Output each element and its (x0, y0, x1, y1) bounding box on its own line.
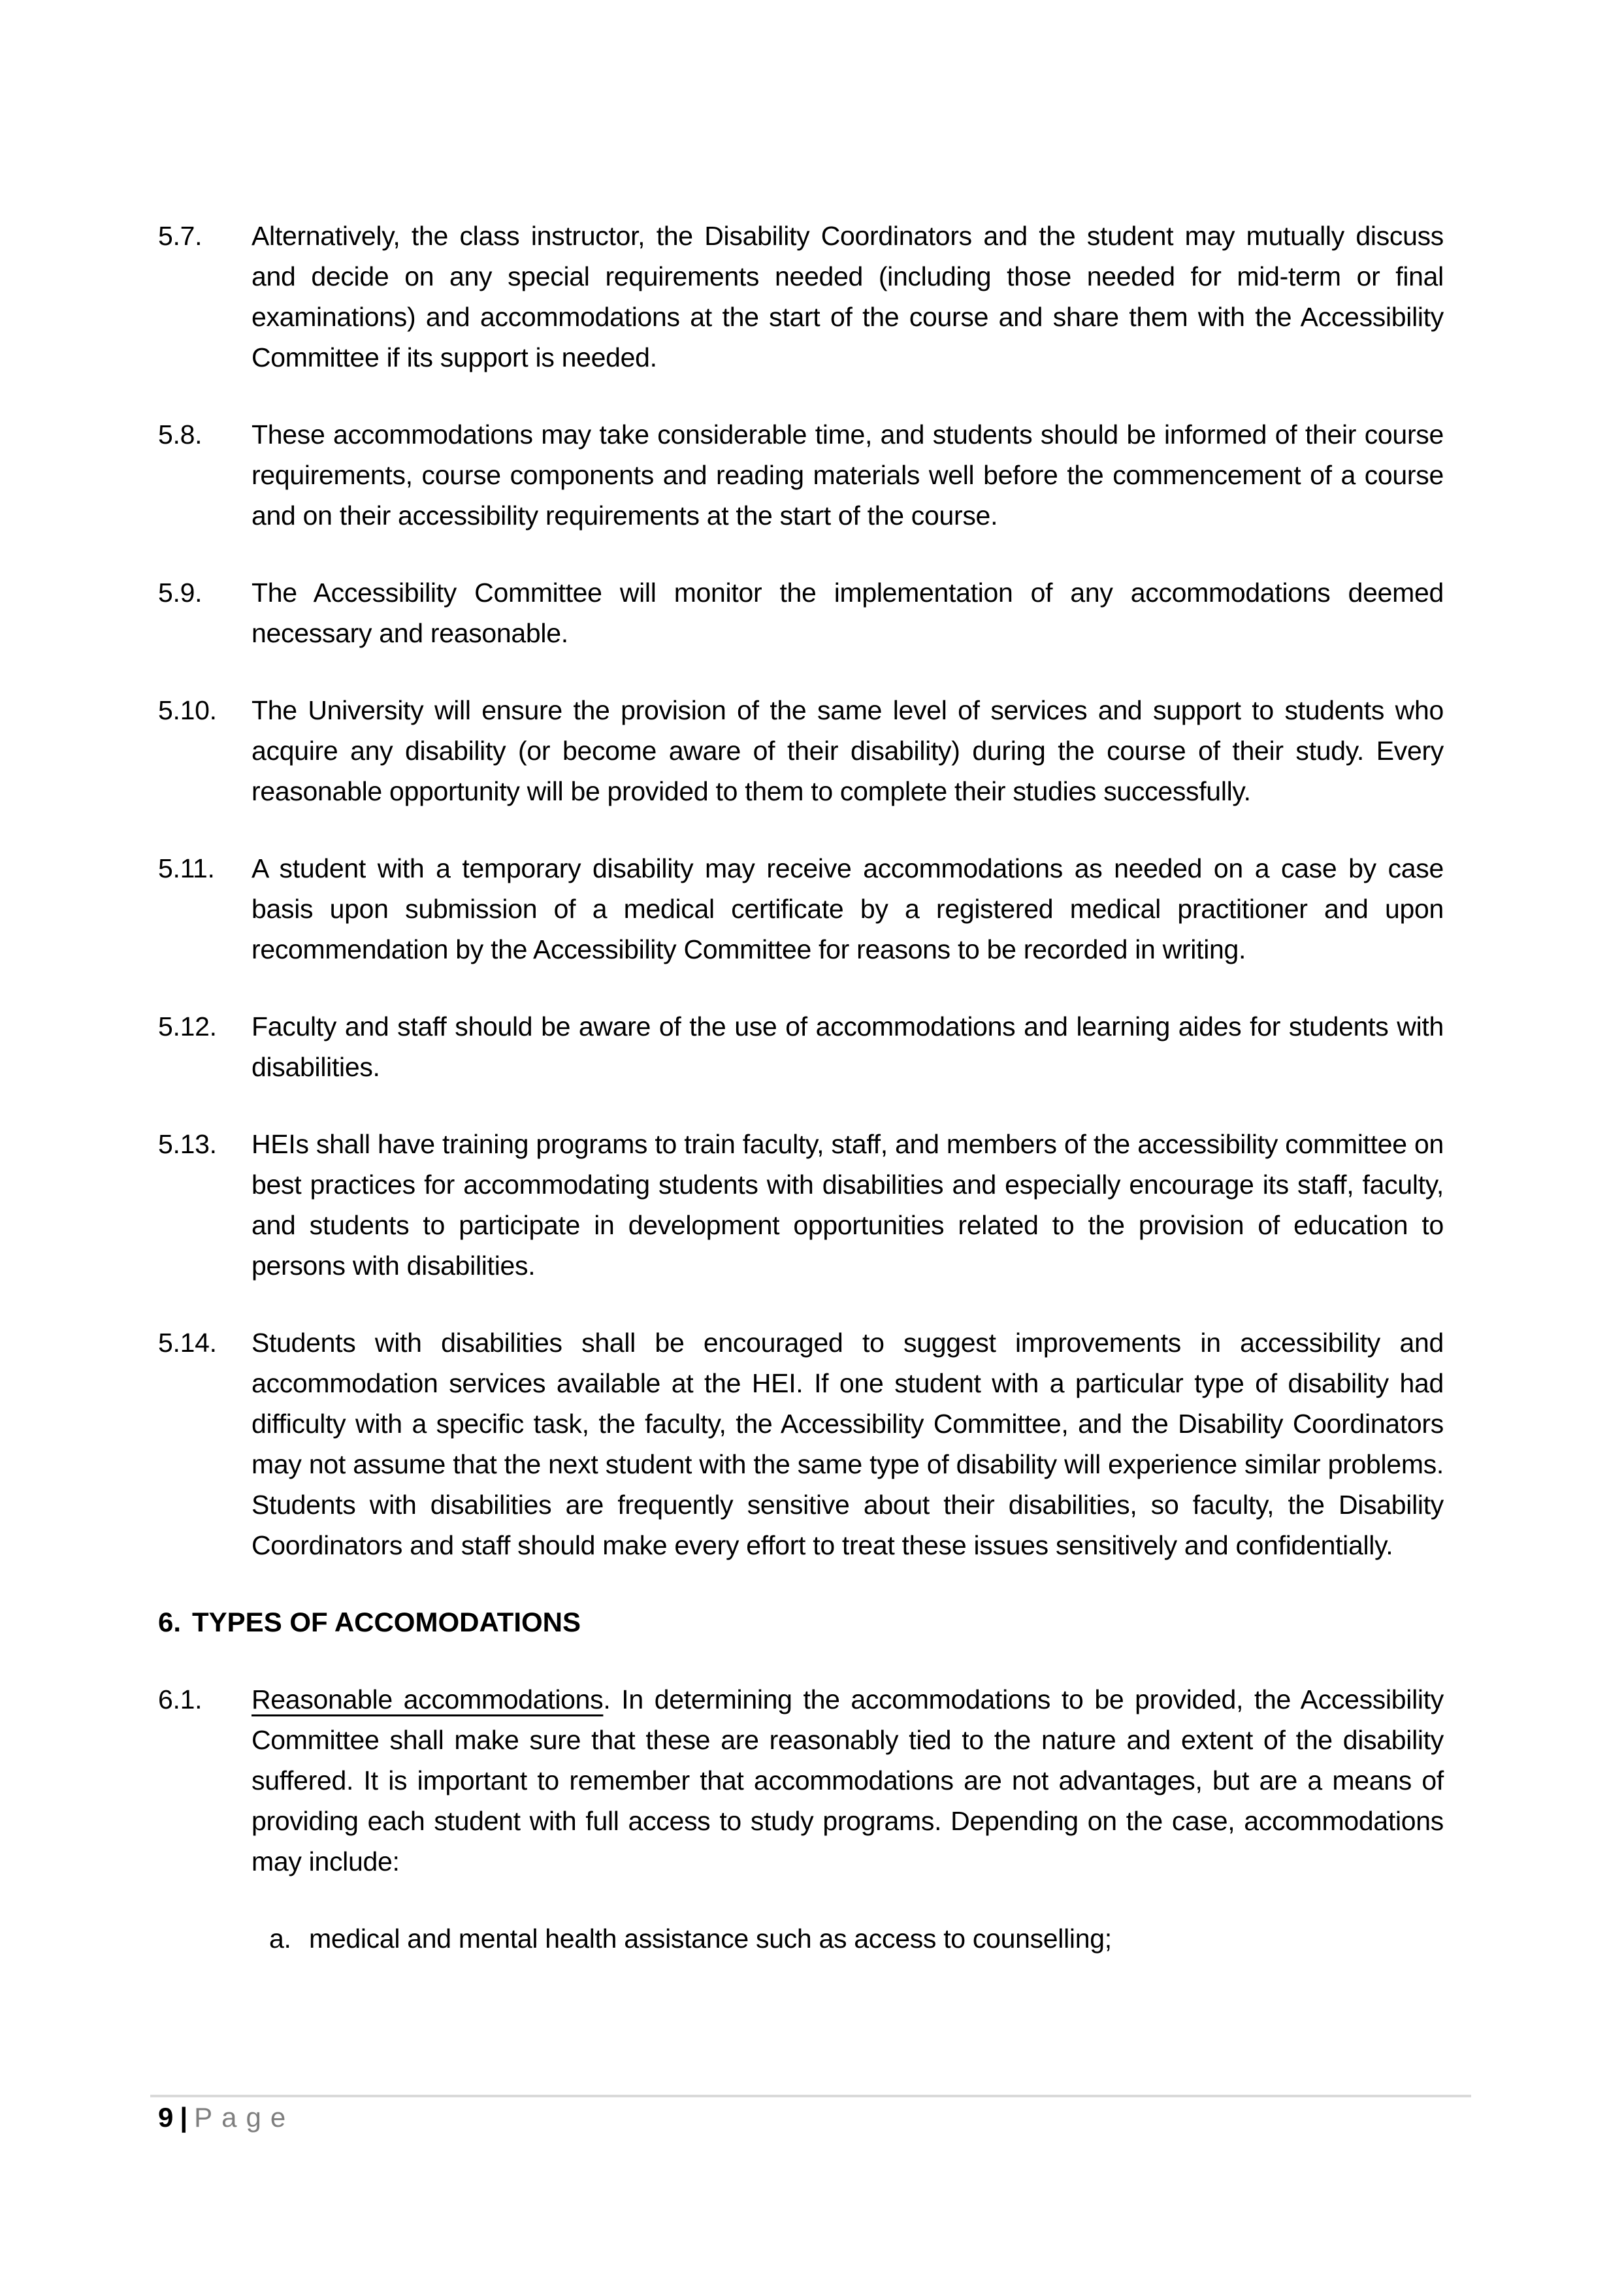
clause-5-9 (158, 572, 1444, 653)
footer-divider (150, 2095, 1471, 2097)
clause-6-1 (158, 1679, 1444, 1882)
page-footer (158, 2097, 295, 2138)
clause-number: 5.7. (158, 221, 203, 251)
clause-text: The University will ensure the provision of the same level of services and support to students who acquire any disability (or become aware of their disability) during the course of their study. Every reasonable opportunity will be provided to them to complete their studies successfully. (252, 695, 1444, 806)
clause-text: The Accessibility Committee will monitor the implementation of any accommodations deemed necessary and reasonable. (252, 578, 1444, 648)
list-item-a (269, 1918, 1444, 1959)
section-heading-types-of-accomodations (158, 1602, 1444, 1643)
clause-text: These accommodations may take considerable time, and students should be informed of their course requirements, course components and reading materials well before the commencement of a course and on their accessibility requirements at the start of the course. (252, 419, 1444, 531)
underlined-lead: Reasonable accommodations (252, 1684, 604, 1714)
page-word: Page (194, 2102, 295, 2133)
section-number: 6. (158, 1607, 182, 1637)
clause-text: Students with disabilities shall be encouraged to suggest improvements in accessibility and accommodation services available at the HEI. If one student with a particular type of disability had difficulty with a specific task, the faculty, the Accessibility Committee, and the Disability Coordinators may not assume that the next student with the same type of disability will experience similar problems. Students with disabilities are frequently sensitive about their disabilities, so faculty, the Disability Coordinators and staff should make every effort to treat these issues sensitively and confidentially. (252, 1328, 1444, 1560)
clause-number: 5.14. (158, 1328, 217, 1358)
footer-separator: | (180, 2102, 188, 2133)
clause-number: 6.1. (158, 1684, 203, 1714)
clause-number: 5.12. (158, 1011, 217, 1041)
clause-5-13 (158, 1124, 1444, 1286)
clause-5-7 (158, 216, 1444, 378)
clause-5-11 (158, 848, 1444, 970)
page-number: 9 (158, 2102, 174, 2133)
clause-text-after-lead: . In determining the accommodations to be provided, the Accessibility Committee shall make sure that these are reasonably tied to the nature and extent of the disability suffered. It is important to remember that accommodations are not advantages, but are a means of providing each student with full access to study programs. Depending on the case, accommodations may include: (252, 1684, 1444, 1876)
clause-number: 5.9. (158, 578, 203, 608)
clause-5-8 (158, 414, 1444, 536)
clause-number: 5.8. (158, 419, 203, 450)
clause-text: HEIs shall have training programs to train faculty, staff, and members of the accessibility committee on best practices for accommodating students with disabilities and especially encourage its staff, faculty, and students to participate in development opportunities related to the provision of education to persons with disabilities. (252, 1129, 1444, 1281)
clause-5-12 (158, 1006, 1444, 1087)
clause-text: A student with a temporary disability may receive accommodations as needed on a case by case basis upon submission of a medical certificate by a registered medical practitioner and upon recommendation by the Accessibility Committee for reasons to be recorded in writing. (252, 853, 1444, 964)
section-title: TYPES OF ACCOMODATIONS (192, 1607, 581, 1637)
list-item-marker: a. (269, 1924, 291, 1954)
clause-text: Alternatively, the class instructor, the Disability Coordinators and the student may mutually discuss and decide on any special requirements needed (including those needed for mid-term or final examinations) and accommodations at the start of the course and share them with the Accessibility Committee if its support is needed. (252, 221, 1444, 372)
clause-number: 5.11. (158, 853, 215, 883)
clause-5-14 (158, 1322, 1444, 1565)
list-item-text: medical and mental health assistance such as access to counselling; (309, 1924, 1112, 1954)
clause-text: Faculty and staff should be aware of the use of accommodations and learning aides for students with disabilities. (252, 1011, 1444, 1082)
clause-text (252, 1679, 1444, 1882)
clause-5-10 (158, 690, 1444, 811)
clause-number: 5.13. (158, 1129, 217, 1159)
clause-number: 5.10. (158, 695, 217, 725)
document-body (158, 216, 1444, 1959)
